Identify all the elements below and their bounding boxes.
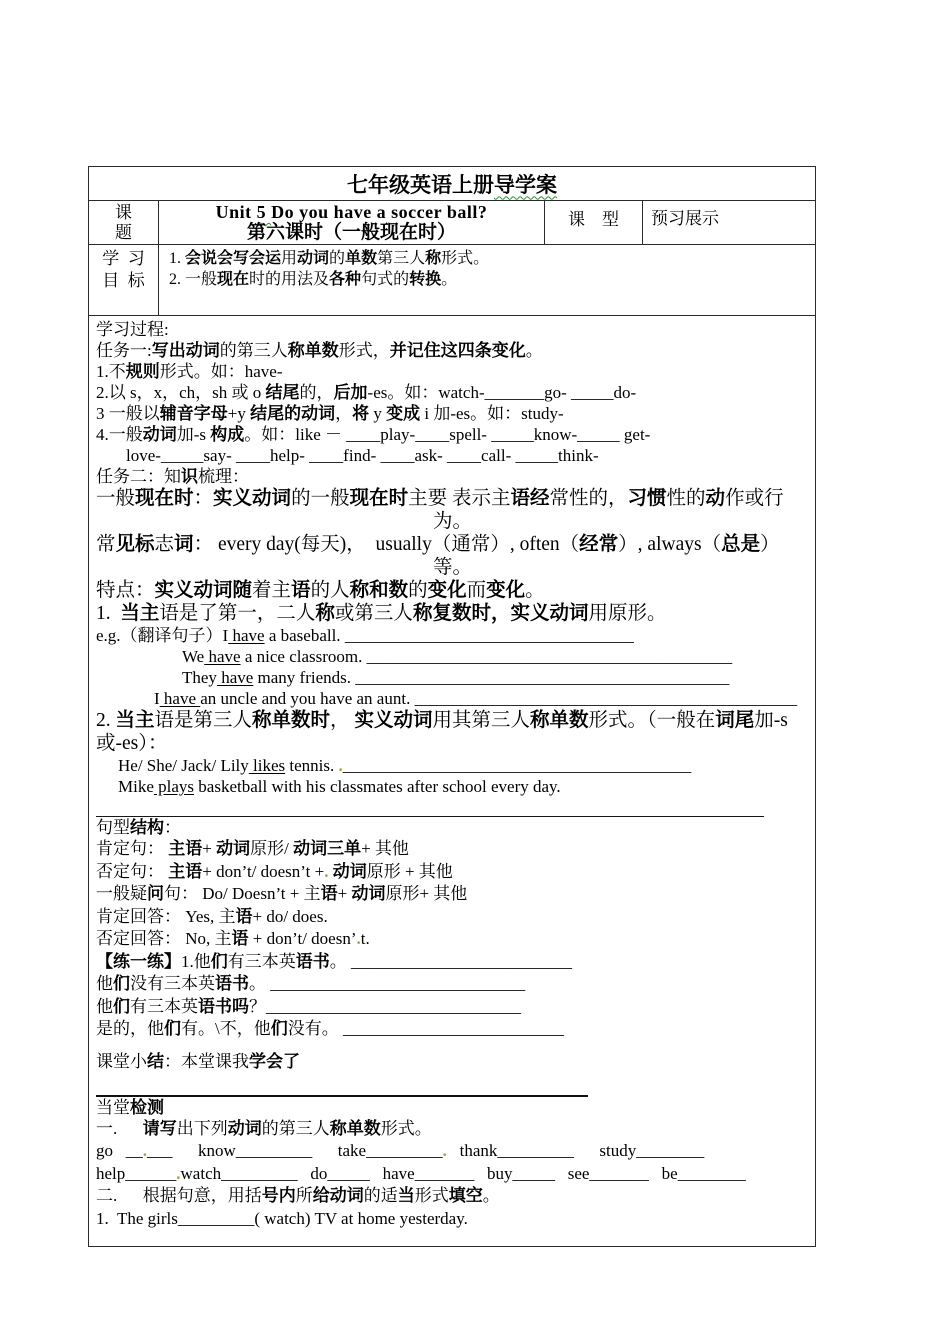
course-title-cell <box>159 201 545 244</box>
text-segment: ， <box>330 710 355 731</box>
text-segment: 常性的， <box>549 488 628 509</box>
text-segment: 请写 <box>142 1118 177 1138</box>
text-segment: 检测 <box>130 1097 164 1117</box>
text-segment: have <box>216 668 254 687</box>
text-segment: + <box>202 839 217 858</box>
text-segment: 动词 <box>142 425 177 444</box>
text-segment: 称复数时，实义动词 <box>412 602 589 624</box>
content-line <box>96 319 809 340</box>
text-segment: 性的 <box>666 488 706 509</box>
text-segment: 见标 <box>115 533 155 555</box>
text-segment: 。 <box>525 580 545 601</box>
text-segment: 原形 + 其他 <box>366 861 453 881</box>
text-segment: 语 <box>235 906 253 926</box>
text-segment: 经常 <box>579 533 619 555</box>
stray-mark: . <box>356 929 361 948</box>
text-segment: love-_____say- ____help- ____find- ____ask- ____call- _____think- <box>126 446 599 465</box>
text-segment: 当堂 <box>96 1097 130 1117</box>
text-segment: 没有三本英 <box>130 974 215 993</box>
text-segment: 语书吗 <box>198 996 249 1016</box>
text-segment: 的 <box>329 250 346 267</box>
text-segment: 现在时 <box>349 487 409 509</box>
text-segment: 后加 <box>333 383 368 402</box>
text-segment: 们 <box>164 1019 181 1038</box>
text-segment: 形式 <box>414 1186 449 1205</box>
goals-label-top: 学 习 <box>102 249 145 268</box>
fill-blank: ____________________________________________ <box>355 668 730 687</box>
text-segment: y <box>369 404 387 423</box>
text-segment: 称 <box>315 602 335 624</box>
text-segment: 。 <box>525 341 543 360</box>
stray-mark: . <box>324 861 329 881</box>
text-segment: 语 <box>291 579 311 601</box>
text-segment: 现在时 <box>135 487 194 509</box>
content-line <box>96 510 809 533</box>
text-segment: 会说会写会运 <box>185 250 282 267</box>
text-segment: 实义动词 <box>354 709 433 731</box>
text-segment: 第三人 <box>377 250 426 267</box>
text-segment: an uncle and you have an aunt. <box>200 689 415 708</box>
text-segment: ） <box>760 534 780 555</box>
content-line <box>96 382 809 403</box>
text-segment: many friends. <box>253 668 356 687</box>
text-segment: 转换 <box>409 271 442 288</box>
text-segment: 有。\不，他 <box>181 1019 271 1038</box>
text-segment: Mike <box>118 777 154 796</box>
text-segment: 语是了第一，二人 <box>159 603 316 624</box>
fill-blank: __________________________________ <box>344 626 634 645</box>
unit-wavy-part: 5 <box>256 202 272 222</box>
content-line <box>96 403 809 424</box>
text-segment: 并记住这四条变化 <box>389 341 526 360</box>
text-segment: 出下列 <box>176 1118 228 1138</box>
content-line <box>96 667 809 688</box>
text-segment: basketball with his classmates after school every day. <box>194 777 561 796</box>
text-segment: 原形/ <box>250 839 294 858</box>
text-segment: 1. <box>169 250 185 267</box>
text-segment: 结尾 <box>265 383 300 402</box>
text-segment: 将 <box>352 404 370 423</box>
text-segment: ， <box>335 404 353 423</box>
text-segment: + don’t/ doesn’ <box>248 929 357 948</box>
text-segment: 用 <box>281 250 298 267</box>
text-segment: likes <box>248 756 286 775</box>
unit-prefix: Unit <box>215 202 257 222</box>
divider-line <box>96 1082 809 1097</box>
goal-line <box>169 269 807 290</box>
text-segment: I <box>154 689 160 708</box>
content-line <box>96 755 809 776</box>
session-title: 第六课时（一般现在时） <box>246 222 456 243</box>
text-segment: 肯定回答： Yes, 主 <box>96 906 236 926</box>
course-row <box>89 201 815 245</box>
text-segment: 课堂小 <box>96 1051 147 1071</box>
text-segment: 当主 <box>115 709 155 731</box>
stray-mark: . <box>442 1141 447 1160</box>
content-line <box>96 1163 809 1186</box>
text-segment: 常 <box>96 534 116 555</box>
text-segment: 形式。 <box>441 250 490 267</box>
text-segment: a nice classroom. <box>240 647 367 666</box>
content-line <box>96 1118 809 1141</box>
text-segment: 加-s <box>176 425 211 444</box>
text-segment: ： every day(每天)， usually（通常）, often（ <box>193 534 580 555</box>
doc-title <box>347 169 557 199</box>
text-segment: 加-s <box>754 710 788 731</box>
text-segment: 当主 <box>120 602 160 624</box>
text-segment: 称单数 <box>287 341 339 360</box>
text-segment: 二. 根据句意，用括 <box>96 1186 262 1205</box>
text-segment: ： <box>193 488 214 509</box>
content-line <box>96 1097 809 1118</box>
goals-row <box>89 245 815 316</box>
text-segment: ）, always（ <box>618 534 722 555</box>
divider-line <box>96 803 809 817</box>
text-segment: 称单数时 <box>252 709 331 731</box>
rule-line <box>96 1082 588 1097</box>
text-segment: 等。 <box>432 557 472 578</box>
goal-line <box>169 248 807 269</box>
text-segment: 语经 <box>510 487 550 509</box>
text-segment: 的一般 <box>291 488 350 509</box>
text-segment: 动词 <box>227 1118 262 1138</box>
text-segment: 动 <box>705 487 726 509</box>
content-line <box>96 466 809 487</box>
text-segment: 。如：like － ____play-____spell- _____know-_____ get- <box>244 425 651 444</box>
text-segment: 语 <box>231 929 249 948</box>
doc-title-row <box>89 167 815 201</box>
text-segment: 他 <box>96 996 113 1016</box>
text-segment: 。 <box>249 974 271 993</box>
text-segment: 结尾的动词 <box>250 404 336 423</box>
text-segment: +y <box>227 404 251 423</box>
fill-blank: ______________________________ <box>270 974 526 993</box>
text-segment: 【练一练】 <box>96 951 181 971</box>
text-segment: i 加-es。如：study- <box>420 404 564 423</box>
content-line <box>96 556 809 579</box>
fill-blank: _________________________________________ <box>342 756 692 775</box>
text-segment: We <box>182 647 205 666</box>
text-segment: + <box>337 884 352 903</box>
content-line <box>96 951 809 974</box>
text-segment: 时的用法及 <box>249 271 330 288</box>
text-segment: 们 <box>210 951 228 971</box>
unit-title <box>216 202 488 222</box>
text-segment: 语书 <box>295 951 330 971</box>
text-segment: 动词三单 <box>293 839 362 858</box>
text-segment: 动词 <box>332 861 367 881</box>
content-line <box>96 1041 809 1051</box>
text-segment: 识 <box>181 467 198 486</box>
content-line <box>96 776 809 797</box>
text-segment: 志 <box>154 534 175 555</box>
fill-blank: __________________________ <box>351 951 572 971</box>
content-line <box>96 709 809 732</box>
text-segment: 主语 <box>168 861 203 881</box>
text-segment: + don’t/ doesn’t + <box>202 861 325 881</box>
text-segment: 现在 <box>217 271 250 288</box>
course-type-label: 课 型 <box>545 201 643 244</box>
text-segment: plays <box>153 777 195 796</box>
text-segment: + do/ does. <box>252 906 328 926</box>
text-segment: 语书 <box>215 974 249 993</box>
text-segment: 为。 <box>432 511 472 532</box>
content-line <box>96 625 809 646</box>
text-segment: 称 <box>425 250 442 267</box>
text-segment: tennis. <box>285 756 339 775</box>
text-segment: 所 <box>295 1186 313 1205</box>
content-line <box>96 883 809 906</box>
text-segment: ： <box>164 818 181 837</box>
text-segment: 着主 <box>252 580 292 601</box>
text-segment: 用原形。 <box>588 603 667 624</box>
text-segment: 用其第三人 <box>432 710 530 731</box>
text-segment: 结 <box>147 1051 164 1071</box>
text-segment: They <box>182 668 217 687</box>
stray-mark: . <box>142 1141 147 1160</box>
fill-blank: _____________________________________________ <box>414 689 798 708</box>
text-segment: 变化 <box>427 579 467 601</box>
course-type-value: 预习展示 <box>651 209 719 228</box>
text-segment: 总是 <box>721 533 761 555</box>
text-segment: 他 <box>96 974 113 993</box>
text-segment: ？ <box>249 996 266 1016</box>
text-segment: 的人 <box>310 580 350 601</box>
text-segment: 。 <box>329 951 351 971</box>
text-segment: 构成 <box>210 425 245 444</box>
text-segment: 给动词 <box>312 1186 364 1205</box>
text-segment: 的， <box>299 383 334 402</box>
text-segment: 有三本英 <box>227 951 296 971</box>
text-segment: 语是第三人 <box>154 710 253 731</box>
text-segment: 学会了 <box>249 1051 300 1071</box>
text-segment: 肯定句： <box>96 839 169 858</box>
text-segment: 或第三人 <box>334 603 413 624</box>
text-segment: 结构 <box>130 818 164 837</box>
text-segment: 变成 <box>386 404 421 423</box>
text-segment: 的第三人 <box>261 1118 330 1138</box>
course-label-top: 课 <box>115 202 132 222</box>
content-line <box>96 1018 809 1041</box>
text-segment: 号内 <box>261 1186 296 1205</box>
unit-rest: Do you have a soccer ball? <box>271 202 488 222</box>
text-segment: 称单数 <box>329 1118 381 1138</box>
text-segment: 形式。如：have- <box>159 362 283 381</box>
text-segment: -es。如：watch-_______go- _____do- <box>367 383 637 402</box>
text-segment: 动词 <box>297 250 330 267</box>
text-segment: 形式。（一般在 <box>588 710 716 731</box>
text-segment: 习惯 <box>627 487 667 509</box>
text-segment: 有三本英 <box>130 996 198 1016</box>
content-line <box>96 340 809 361</box>
content-line <box>96 928 809 951</box>
text-segment: go __ <box>96 1141 143 1160</box>
text-segment: ：本堂课我 <box>164 1051 249 1071</box>
text-segment: 任务二：知 <box>96 467 181 486</box>
goals-label-cell <box>89 245 159 315</box>
text-segment: 变化 <box>486 579 526 601</box>
text-segment: 2. <box>96 710 116 731</box>
text-segment: 是的，他 <box>96 1019 164 1038</box>
content-line <box>96 1140 809 1163</box>
text-segment: 或-es）： <box>96 733 168 754</box>
content-line <box>96 602 809 625</box>
text-segment: ___ know_________ take_________ <box>147 1141 443 1160</box>
text-segment: 否定句： <box>96 861 169 881</box>
content-area <box>89 316 815 1246</box>
text-segment: 2. 一般 <box>169 271 218 288</box>
text-segment: 句型 <box>96 818 130 837</box>
text-segment: 动词 <box>216 839 251 858</box>
content-line <box>96 579 809 602</box>
content-line <box>96 1185 809 1208</box>
text-segment: 1.不 <box>96 362 126 381</box>
doc-title-wavy-part: 导学案 <box>494 173 557 197</box>
text-segment: a baseball. <box>264 626 345 645</box>
text-segment: 的 <box>408 580 428 601</box>
content-line <box>96 996 809 1019</box>
text-segment: 1. The girls_________( watch) TV at home yesterday. <box>96 1208 468 1228</box>
text-segment: 实义动词随 <box>154 579 253 601</box>
text-segment: 句式的 <box>361 271 410 288</box>
text-segment: 当 <box>397 1186 415 1205</box>
text-segment: 一. <box>96 1118 143 1138</box>
fill-blank: __________________________ <box>342 1019 564 1038</box>
text-segment: help______ <box>96 1163 177 1183</box>
text-segment: 们 <box>113 974 130 993</box>
text-segment: 任务一: <box>96 341 152 360</box>
text-segment: 1.他 <box>181 951 211 971</box>
doc-title-prefix: 七年级英语上册 <box>347 173 494 197</box>
text-segment: 。 <box>441 271 458 288</box>
goals-cell <box>159 245 815 315</box>
text-segment: 4.一般 <box>96 425 143 444</box>
content-line <box>96 906 809 929</box>
text-segment: 问 <box>147 884 164 903</box>
course-label-cell <box>89 201 159 244</box>
content-line <box>96 817 809 838</box>
text-segment: 的第三人 <box>219 341 288 360</box>
text-segment: 写出动词 <box>151 341 220 360</box>
text-segment: 1. <box>96 603 121 624</box>
content-line <box>96 487 809 510</box>
text-segment: thank_________ study________ <box>446 1141 705 1160</box>
text-segment: 们 <box>113 996 130 1016</box>
content-line <box>96 1208 809 1231</box>
goals-label-bottom: 目 标 <box>102 271 145 290</box>
text-segment: 原形+ 其他 <box>385 884 468 903</box>
text-segment: e.g.（翻译句子）I <box>96 626 229 645</box>
text-segment: 一般疑 <box>96 884 147 903</box>
text-segment: 句： Do/ Doesn’t + 主 <box>164 884 321 903</box>
content-line <box>96 1051 809 1072</box>
content-line <box>96 973 809 996</box>
text-segment: 各种 <box>329 271 362 288</box>
text-segment: 2.以 s，x，ch，sh 或 o <box>96 383 266 402</box>
text-segment: 主语 <box>168 839 203 858</box>
course-label-bottom: 题 <box>115 222 132 242</box>
text-segment: 形式。 <box>380 1118 432 1138</box>
text-segment: 否定回答： No, 主 <box>96 929 232 948</box>
text-segment: 词 <box>174 533 194 555</box>
content-line <box>96 533 809 556</box>
content-line <box>96 688 809 709</box>
content-line <box>96 732 809 755</box>
text-segment: t. <box>360 929 370 948</box>
text-segment: 梳理： <box>198 467 249 486</box>
text-segment: 特点： <box>96 580 155 601</box>
text-segment: 一般 <box>96 488 136 509</box>
content-line <box>96 838 809 861</box>
content-line <box>96 361 809 382</box>
text-segment: 称单数 <box>529 709 589 731</box>
text-segment: 作或行 <box>725 488 784 509</box>
text-segment: 的适 <box>363 1186 398 1205</box>
text-segment: 。 <box>482 1186 500 1205</box>
text-segment: 没有。 <box>287 1019 343 1038</box>
text-segment: 规则 <box>125 362 160 381</box>
text-segment: watch_________ do_____ have_______ buy_____ see_______ be________ <box>180 1163 746 1183</box>
content-line <box>96 445 809 466</box>
content-line <box>96 861 809 884</box>
text-segment: He/ She/ Jack/ Lily <box>118 756 249 775</box>
text-segment: 实义动词 <box>213 487 292 509</box>
text-segment: have <box>204 647 241 666</box>
text-segment: 形式， <box>338 341 390 360</box>
text-segment: 单数 <box>345 250 378 267</box>
content-line <box>96 646 809 667</box>
content-line <box>96 424 809 445</box>
text-segment: 主要 表示主 <box>408 488 511 509</box>
study-guide-table <box>88 166 816 1247</box>
fill-blank: ___________________________________________ <box>366 647 733 666</box>
text-segment: + 其他 <box>361 839 409 858</box>
rule-line <box>96 803 764 817</box>
stray-mark: . <box>176 1163 181 1183</box>
text-segment: 辅音字母 <box>159 404 228 423</box>
text-segment: 动词 <box>351 884 386 903</box>
stray-mark: . <box>338 756 343 775</box>
text-segment: have <box>159 689 201 708</box>
text-segment: 们 <box>270 1019 288 1038</box>
text-segment: 词尾 <box>715 709 755 731</box>
fill-blank: ______________________________ <box>266 996 521 1016</box>
text-segment: have <box>228 626 265 645</box>
text-segment: 语 <box>320 884 338 903</box>
text-segment: 填空 <box>448 1186 483 1205</box>
text-segment: 称和数 <box>349 579 409 601</box>
text-segment: 而 <box>466 580 487 601</box>
text-segment: 学习过程: <box>96 320 169 339</box>
text-segment: 3 一般以 <box>96 404 160 423</box>
